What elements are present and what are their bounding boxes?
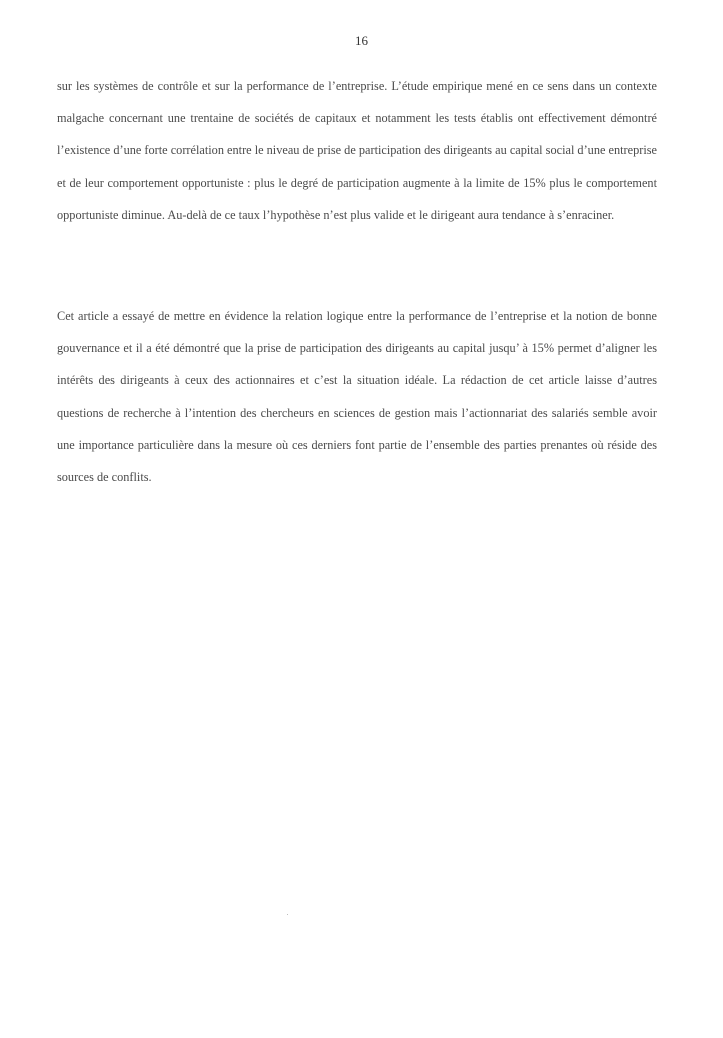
paragraph-conclusion-findings: sur les systèmes de contrôle et sur la performance de l’entreprise. L’étude empirique mené en ce sens dans un contexte malgache concernant une trentaine de sociétés de capitaux et notamment les tests établis ont effectivement démontré l’existence d’une forte corrélation entre le niveau de prise de participation des dirigeants au capital social d’une entreprise et de leur comportement opportuniste : plus le degré de participation augmente à la limite de 15% plus le comportement opportuniste diminue. Au-delà de ce taux l’hypothèse n’est plus valide et le dirigeant aura tendance à s’enraciner. xyxy=(57,79,657,222)
paragraph-conclusion-summary: Cet article a essayé de mettre en évidence la relation logique entre la performance de l’entreprise et la notion de bonne gouvernance et il a été démontré que la prise de participation des dirigeants au capital jusqu’ à 15% permet d’aligner les intérêts des dirigeants à ceux des actionnaires et c’est la situation idéale. La rédaction de cet article laisse d’autres questions de recherche à l’intention des chercheurs en sciences de gestion mais l’actionnariat des salariés semble avoir une importance particulière dans la mesure où ces derniers font partie de l’ensemble des parties prenantes où réside des sources de conflits. xyxy=(57,309,657,485)
page-number: 16 xyxy=(355,33,368,48)
scan-artifact xyxy=(287,914,288,915)
